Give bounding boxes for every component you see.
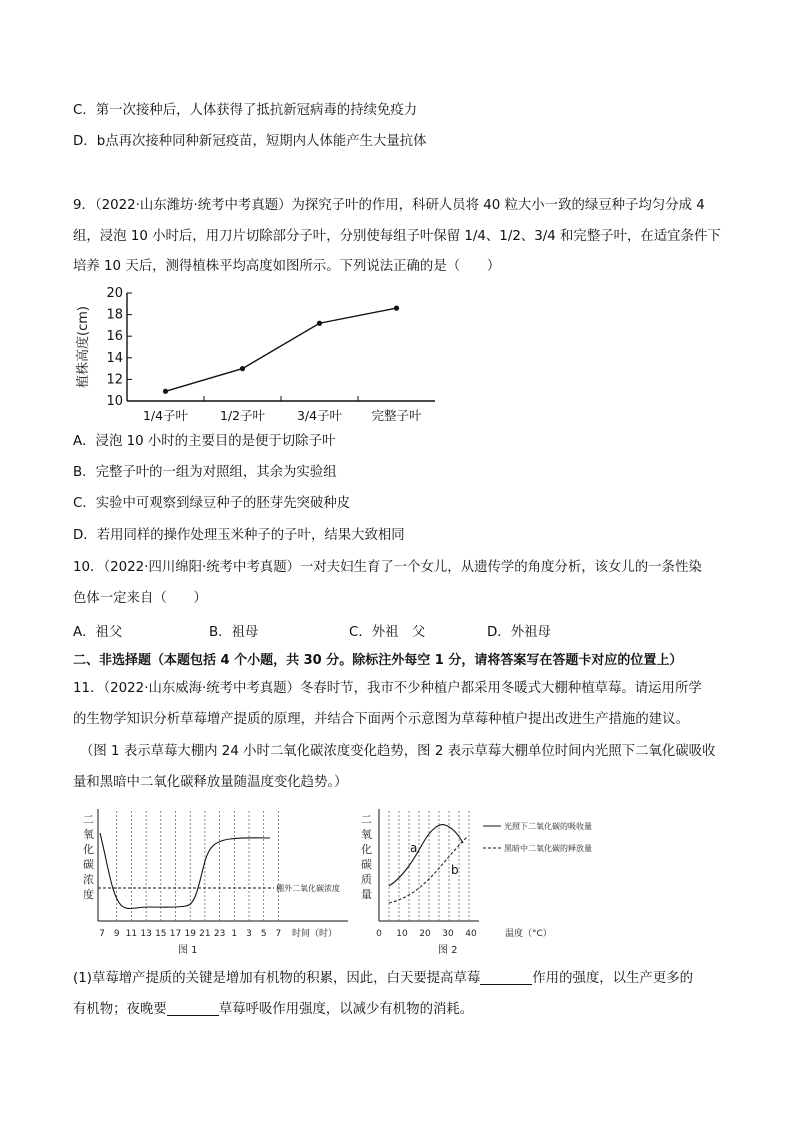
data-point xyxy=(317,321,322,326)
fig1-x-tick: 7 xyxy=(275,929,282,939)
fig1-x-tick: 11 xyxy=(125,929,138,939)
y-axis-label: 植株高度(cm) xyxy=(76,306,91,388)
q10-stem-line-2: 色体一定来自（ ） xyxy=(73,591,207,606)
legend-dashed-label: 黑暗中二氧化碳的释放量 xyxy=(504,844,592,853)
y-tick-label: 14 xyxy=(106,350,123,366)
fig2-ylabel-char: 量 xyxy=(361,888,372,901)
fig1-ylabel-char: 度 xyxy=(83,888,94,901)
q10-stem-line-1: 10．（2022·四川绵阳·统考中考真题）一对夫妇生育了一个女儿，从遗传学的角度分析，该女儿的一条性染 xyxy=(73,560,702,575)
fig1-x-tick: 23 xyxy=(213,929,226,939)
fig1-x-tick: 7 xyxy=(99,929,105,939)
q10-option-a: A．祖父 xyxy=(73,625,123,640)
fig1-ylabel-char: 浓 xyxy=(83,873,94,886)
answer-blank-2[interactable] xyxy=(167,1001,219,1016)
fig1-x-tick: 19 xyxy=(184,929,196,939)
q11-text-b: 作用的强度，以生产更多的 xyxy=(532,971,693,986)
fig2-ylabel-char: 二 xyxy=(361,813,372,826)
fig1-x-tick: 21 xyxy=(199,929,211,939)
q8-option-d: D．b点再次接种同种新冠疫苗，短期内人体能产生大量抗体 xyxy=(73,134,427,149)
answer-blank-1[interactable] xyxy=(480,970,532,985)
fig2-x-tick: 40 xyxy=(465,929,477,939)
fig1-xlabel: 时间（时） xyxy=(292,929,338,939)
q10-option-c: C．外祖 父 xyxy=(349,625,426,640)
q9-stem-line-2: 组，浸泡 10 小时后，用刀片切除部分子叶，分别使每组子叶保留 1/4、1/2、3/4 和完整子叶，在适宜条件下 xyxy=(73,229,721,244)
fig2-x-tick: 20 xyxy=(419,929,431,939)
section-heading: 二、非选择题（本题包括 4 个小题，共 30 分。除标注外每空 1 分，请将答案写在答题卡对应的位置上） xyxy=(73,653,683,668)
q9-height-chart xyxy=(73,283,443,428)
x-tick-label: 1/4子叶 xyxy=(142,408,189,423)
fig2-ylabel-char: 氧 xyxy=(361,828,372,841)
q11-part1-line-1 xyxy=(73,970,693,988)
co2-curve xyxy=(100,833,270,909)
q8-option-c: C．第一次接种后，人体获得了抵抗新冠病毒的持续免疫力 xyxy=(73,103,418,118)
fig1-ylabel-char: 碳 xyxy=(83,858,94,871)
fig2-caption: 图 2 xyxy=(438,945,458,955)
curve-a-label: a xyxy=(410,841,418,855)
fig1-ylabel-char: 二 xyxy=(83,813,94,826)
q11-part1-line-2 xyxy=(73,1001,473,1019)
x-tick-label: 1/2子叶 xyxy=(219,408,266,423)
figure-1-co2-concentration xyxy=(78,803,368,955)
q9-option-a: A．浸泡 10 小时的主要目的是便于切除子叶 xyxy=(73,434,336,449)
q9-stem-line-3: 培养 10 天后，测得植株平均高度如图所示。下列说法正确的是（ ） xyxy=(73,259,501,274)
fig1-ylabel-char: 化 xyxy=(83,843,94,856)
y-tick-label: 18 xyxy=(106,307,123,323)
fig2-ylabel-char: 碳 xyxy=(361,858,372,871)
q11-text-c: 有机物；夜晚要 xyxy=(73,1002,167,1017)
fig1-caption: 图 1 xyxy=(178,945,198,955)
y-tick-label: 16 xyxy=(106,329,123,345)
legend-solid-label: 光照下二氧化碳的吸收量 xyxy=(504,822,592,831)
q11-stem-line-3: （图 1 表示草莓大棚内 24 小时二氧化碳浓度变化趋势，图 2 表示草莓大棚单位时间内光照下二氧化碳吸收 xyxy=(80,744,716,759)
fig2-x-tick: 10 xyxy=(396,929,408,939)
fig1-x-tick: 15 xyxy=(155,929,167,939)
data-point xyxy=(240,366,245,371)
q9-option-b: B．完整子叶的一组为对照组，其余为实验组 xyxy=(73,465,337,480)
q9-stem-line-1: 9．（2022·山东潍坊·统考中考真题）为探究子叶的作用，科研人员将 40 粒大小一致的绿豆种子均匀分成 4 xyxy=(73,198,705,213)
fig2-xlabel: 温度（°C） xyxy=(505,929,552,939)
fig1-x-tick: 9 xyxy=(113,929,120,939)
q11-stem-line-1: 11．（2022·山东威海·统考中考真题）冬春时节，我市不少种植户都采用冬暖式大棚种植草莓。请运用所学 xyxy=(73,681,702,696)
fig2-x-tick: 0 xyxy=(376,929,382,939)
fig1-ylabel-char: 氧 xyxy=(83,828,94,841)
q11-stem-line-2: 的生物学知识分析草莓增产提质的原理，并结合下面两个示意图为草莓种植户提出改进生产措施的建议。 xyxy=(73,712,689,727)
q11-text-a: (1)草莓增产提质的关键是增加有机物的积累，因此，白天要提高草莓 xyxy=(73,971,481,986)
q11-stem-line-4: 量和黑暗中二氧化碳释放量随温度变化趋势。） xyxy=(73,775,348,790)
fig1-x-tick: 5 xyxy=(260,929,267,939)
fig1-x-tick: 13 xyxy=(140,929,152,939)
fig1-x-tick: 17 xyxy=(169,929,182,939)
q9-option-c: C．实验中可观察到绿豆种子的胚芽先突破种皮 xyxy=(73,496,351,511)
x-tick-label: 完整子叶 xyxy=(371,408,422,423)
fig2-ylabel-char: 化 xyxy=(361,843,372,856)
fig2-x-tick: 30 xyxy=(442,929,454,939)
data-point xyxy=(163,389,168,394)
q10-option-d: D．外祖母 xyxy=(487,625,551,640)
curve-b-label: b xyxy=(451,863,459,877)
q10-option-b: B．祖母 xyxy=(209,625,259,640)
q9-option-d: D．若用同样的操作处理玉米种子的子叶，结果大致相同 xyxy=(73,528,405,543)
figure-2-co2-vs-temperature xyxy=(355,803,655,955)
y-tick-label: 20 xyxy=(106,286,123,301)
outside-co2-label: 棚外二氧化碳浓度 xyxy=(276,884,340,893)
x-tick-label: 3/4子叶 xyxy=(296,408,343,423)
y-tick-label: 10 xyxy=(106,394,123,409)
fig1-x-tick: 3 xyxy=(246,929,252,939)
data-point xyxy=(394,306,399,311)
fig2-ylabel-char: 质 xyxy=(361,873,372,886)
fig1-x-tick: 1 xyxy=(231,929,238,939)
y-tick-label: 12 xyxy=(106,372,123,388)
q11-text-d: 草莓呼吸作用强度，以减少有机物的消耗。 xyxy=(218,1002,474,1017)
